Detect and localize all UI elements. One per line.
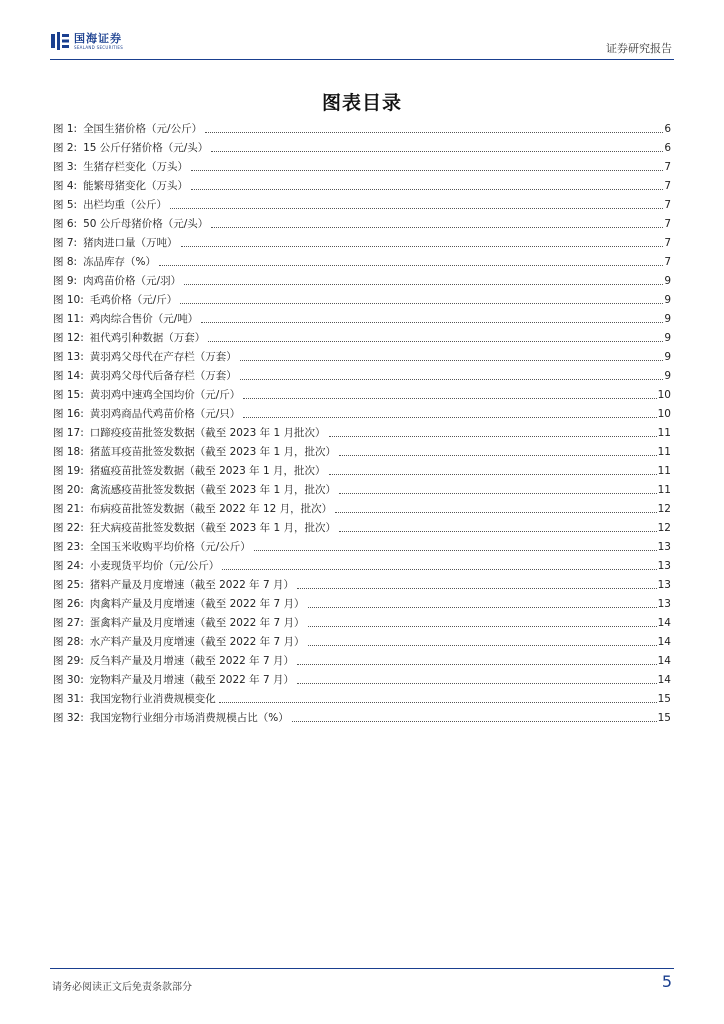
toc-page-number: 9 (664, 369, 671, 382)
toc-figure-title: 祖代鸡引种数据（万套） (89, 332, 206, 344)
toc-page-number: 15 (657, 711, 671, 724)
toc-page-number: 9 (664, 350, 671, 363)
toc-entry[interactable] (53, 537, 671, 556)
toc-page-number: 7 (664, 236, 671, 249)
toc-figure-title: 黄羽鸡父母代后备存栏（万套） (89, 370, 237, 382)
toc-figure-title: 蛋禽料产量及月度增速（截至 2022 年 7 月） (89, 617, 305, 629)
toc-figure-number: 图 1: (53, 123, 78, 135)
toc-figure-title: 黄羽鸡商品代鸡苗价格（元/只） (89, 408, 241, 420)
toc-dot-leader (181, 245, 664, 247)
toc-figure-number: 图 19: (53, 465, 84, 477)
toc-figure-title: 我国宠物行业消费规模变化 (89, 693, 216, 705)
toc-dot-leader (339, 530, 657, 532)
toc-dot-leader (211, 150, 663, 152)
logo-chinese-name: 国海证券 (74, 31, 122, 45)
toc-page-number: 14 (657, 635, 671, 648)
toc-dot-leader (170, 207, 663, 209)
toc-dot-leader (222, 568, 656, 570)
toc-figure-number: 图 9: (53, 275, 78, 287)
toc-entry[interactable] (53, 480, 671, 499)
toc-figure-title: 生猪存栏变化（万头） (83, 161, 189, 173)
toc-figure-title: 鸡肉综合售价（元/吨） (89, 313, 199, 325)
toc-entry[interactable] (53, 556, 671, 575)
toc-figure-title: 猪料产量及月度增速（截至 2022 年 7 月） (89, 579, 295, 591)
toc-dot-leader (201, 321, 663, 323)
toc-page-number: 13 (657, 559, 671, 572)
toc-figure-title: 猪瘟疫苗批签发数据（截至 2023 年 1 月，批次） (89, 465, 326, 477)
toc-figure-number: 图 26: (53, 598, 84, 610)
toc-figure-number: 图 23: (53, 541, 84, 553)
toc-entry[interactable] (53, 518, 671, 537)
toc-entry[interactable] (53, 347, 671, 366)
toc-figure-title: 猪蓝耳疫苗批签发数据（截至 2023 年 1 月，批次） (89, 446, 337, 458)
toc-dot-leader (191, 169, 663, 171)
toc-figure-number: 图 28: (53, 636, 84, 648)
toc-figure-title: 宠物料产量及月增速（截至 2022 年 7 月） (89, 674, 295, 686)
toc-figure-number: 图 29: (53, 655, 84, 667)
toc-entry[interactable] (53, 670, 671, 689)
toc-figure-number: 图 22: (53, 522, 84, 534)
toc-page-number: 7 (664, 198, 671, 211)
toc-figure-number: 图 20: (53, 484, 84, 496)
toc-entry[interactable] (53, 309, 671, 328)
toc-entry[interactable] (53, 233, 671, 252)
toc-dot-leader (219, 701, 657, 703)
toc-figure-number: 图 18: (53, 446, 84, 458)
toc-figure-title: 能繁母猪变化（万头） (83, 180, 189, 192)
toc-figure-number: 图 21: (53, 503, 84, 515)
toc-figure-number: 图 31: (53, 693, 84, 705)
toc-figure-number: 图 30: (53, 674, 84, 686)
toc-figure-number: 图 10: (53, 294, 84, 306)
toc-figure-title: 全国生猪价格（元/公斤） (83, 123, 203, 135)
toc-figure-number: 图 16: (53, 408, 84, 420)
toc-figure-number: 图 14: (53, 370, 84, 382)
toc-figure-title: 布病疫苗批签发数据（截至 2022 年 12 月，批次） (89, 503, 333, 515)
toc-page-number: 15 (657, 692, 671, 705)
toc-page-number: 7 (664, 255, 671, 268)
toc-page-number: 9 (664, 312, 671, 325)
toc-dot-leader (339, 454, 657, 456)
toc-figure-number: 图 27: (53, 617, 84, 629)
toc-page-number: 6 (664, 122, 671, 135)
toc-dot-leader (208, 340, 663, 342)
toc-figure-title: 15 公斤仔猪价格（元/头） (83, 142, 209, 154)
toc-entry[interactable] (53, 195, 671, 214)
toc-page-number: 14 (657, 616, 671, 629)
toc-dot-leader (205, 131, 663, 133)
toc-entry[interactable] (53, 613, 671, 632)
toc-figure-title: 毛鸡价格（元/斤） (89, 294, 178, 306)
toc-entry[interactable] (53, 119, 671, 138)
toc-page-number: 7 (664, 179, 671, 192)
toc-page-number: 6 (664, 141, 671, 154)
toc-dot-leader (243, 397, 656, 399)
toc-figure-number: 图 3: (53, 161, 78, 173)
toc-figure-number: 图 24: (53, 560, 84, 572)
toc-page-number: 12 (657, 521, 671, 534)
toc-dot-leader (308, 606, 657, 608)
toc-dot-leader (308, 625, 657, 627)
toc-figure-title: 反刍料产量及月增速（截至 2022 年 7 月） (89, 655, 295, 667)
toc-entry[interactable] (53, 366, 671, 385)
toc-dot-leader (180, 302, 663, 304)
toc-entry[interactable] (53, 442, 671, 461)
toc-dot-leader (211, 226, 663, 228)
toc-figure-title: 黄羽鸡中速鸡全国均价（元/斤） (89, 389, 241, 401)
toc-dot-leader (191, 188, 663, 190)
toc-figure-number: 图 13: (53, 351, 84, 363)
toc-entry[interactable] (53, 176, 671, 195)
toc-page-number: 11 (657, 464, 671, 477)
toc-figure-number: 图 2: (53, 142, 78, 154)
toc-dot-leader (329, 473, 657, 475)
report-type-label: 证券研究报告 (606, 42, 672, 55)
toc-entry[interactable] (53, 594, 671, 613)
page-header (50, 28, 674, 62)
toc-page-number: 10 (657, 388, 671, 401)
toc-entry[interactable] (53, 157, 671, 176)
toc-dot-leader (297, 587, 657, 589)
toc-dot-leader (243, 416, 656, 418)
toc-page-number: 12 (657, 502, 671, 515)
toc-figure-number: 图 32: (53, 712, 84, 724)
toc-figure-number: 图 15: (53, 389, 84, 401)
toc-page-number: 11 (657, 426, 671, 439)
toc-figure-title: 出栏均重（公斤） (83, 199, 168, 211)
toc-page-number: 9 (664, 274, 671, 287)
toc-figure-title: 肉禽料产量及月度增速（截至 2022 年 7 月） (89, 598, 305, 610)
toc-figure-title: 口蹄疫疫苗批签发数据（截至 2023 年 1 月批次） (89, 427, 326, 439)
toc-figure-number: 图 25: (53, 579, 84, 591)
header-divider (50, 59, 674, 60)
toc-entry[interactable] (53, 575, 671, 594)
footer-divider (50, 968, 674, 969)
toc-entry[interactable] (53, 651, 671, 670)
toc-page-number: 11 (657, 445, 671, 458)
toc-entry[interactable] (53, 290, 671, 309)
disclaimer-note: 请务必阅读正文后免责条款部分 (52, 982, 192, 993)
toc-figure-title: 冻品库存（%） (83, 256, 157, 268)
toc-entry[interactable] (53, 632, 671, 651)
toc-dot-leader (254, 549, 657, 551)
toc-dot-leader (292, 720, 657, 722)
sealand-logo-icon (50, 31, 70, 51)
toc-page-number: 10 (657, 407, 671, 420)
toc-figure-title: 我国宠物行业细分市场消费规模占比（%） (89, 712, 289, 724)
toc-dot-leader (240, 359, 664, 361)
toc-dot-leader (335, 511, 656, 513)
toc-dot-leader (308, 644, 657, 646)
toc-figure-title: 狂犬病疫苗批签发数据（截至 2023 年 1 月，批次） (89, 522, 337, 534)
toc-figure-title: 禽流感疫苗批签发数据（截至 2023 年 1 月，批次） (89, 484, 337, 496)
toc-entry[interactable] (53, 214, 671, 233)
toc-figure-title: 猪肉进口量（万吨） (83, 237, 178, 249)
toc-dot-leader (297, 682, 657, 684)
toc-entry[interactable] (53, 252, 671, 271)
toc-page-number: 9 (664, 331, 671, 344)
toc-figure-number: 图 17: (53, 427, 84, 439)
toc-entry[interactable] (53, 499, 671, 518)
toc-dot-leader (240, 378, 664, 380)
toc-dot-leader (339, 492, 657, 494)
toc-dot-leader (159, 264, 663, 266)
page-title: 图表目录 (321, 92, 402, 114)
toc-figure-title: 小麦现货平均价（元/公斤） (89, 560, 220, 572)
toc-entry[interactable] (53, 689, 671, 708)
toc-entry[interactable] (53, 708, 671, 727)
page-footer (50, 968, 674, 993)
page-number: 5 (661, 972, 672, 991)
toc-figure-title: 50 公斤母猪价格（元/头） (83, 218, 209, 230)
toc-page-number: 11 (657, 483, 671, 496)
toc-page-number: 14 (657, 654, 671, 667)
toc-figure-number: 图 5: (53, 199, 78, 211)
toc-figure-number: 图 4: (53, 180, 78, 192)
toc-page-number: 7 (664, 217, 671, 230)
toc-figure-number: 图 12: (53, 332, 84, 344)
toc-entry[interactable] (53, 461, 671, 480)
toc-page-number: 7 (664, 160, 671, 173)
toc-figure-title: 黄羽鸡父母代在产存栏（万套） (89, 351, 237, 363)
toc-figure-title: 肉鸡苗价格（元/羽） (83, 275, 182, 287)
toc-entry[interactable] (53, 423, 671, 442)
toc-entry[interactable] (53, 328, 671, 347)
logo-english-name: SEALAND SECURITIES (74, 44, 124, 50)
toc-page-number: 13 (657, 578, 671, 591)
toc-page-number: 14 (657, 673, 671, 686)
toc-figure-number: 图 7: (53, 237, 78, 249)
toc-page-number: 9 (664, 293, 671, 306)
toc-entry[interactable] (53, 385, 671, 404)
toc-page-number: 13 (657, 540, 671, 553)
toc-entry[interactable] (53, 271, 671, 290)
toc-dot-leader (329, 435, 657, 437)
toc-entry[interactable] (53, 138, 671, 157)
toc-figure-number: 图 8: (53, 256, 78, 268)
toc-entry[interactable] (53, 404, 671, 423)
toc-figure-number: 图 11: (53, 313, 84, 325)
figure-table-of-contents (53, 119, 671, 727)
toc-dot-leader (297, 663, 657, 665)
toc-figure-title: 全国玉米收购平均价格（元/公斤） (89, 541, 251, 553)
toc-figure-number: 图 6: (53, 218, 78, 230)
company-logo (50, 30, 123, 52)
toc-dot-leader (184, 283, 663, 285)
toc-figure-title: 水产料产量及月度增速（截至 2022 年 7 月） (89, 636, 305, 648)
toc-page-number: 13 (657, 597, 671, 610)
